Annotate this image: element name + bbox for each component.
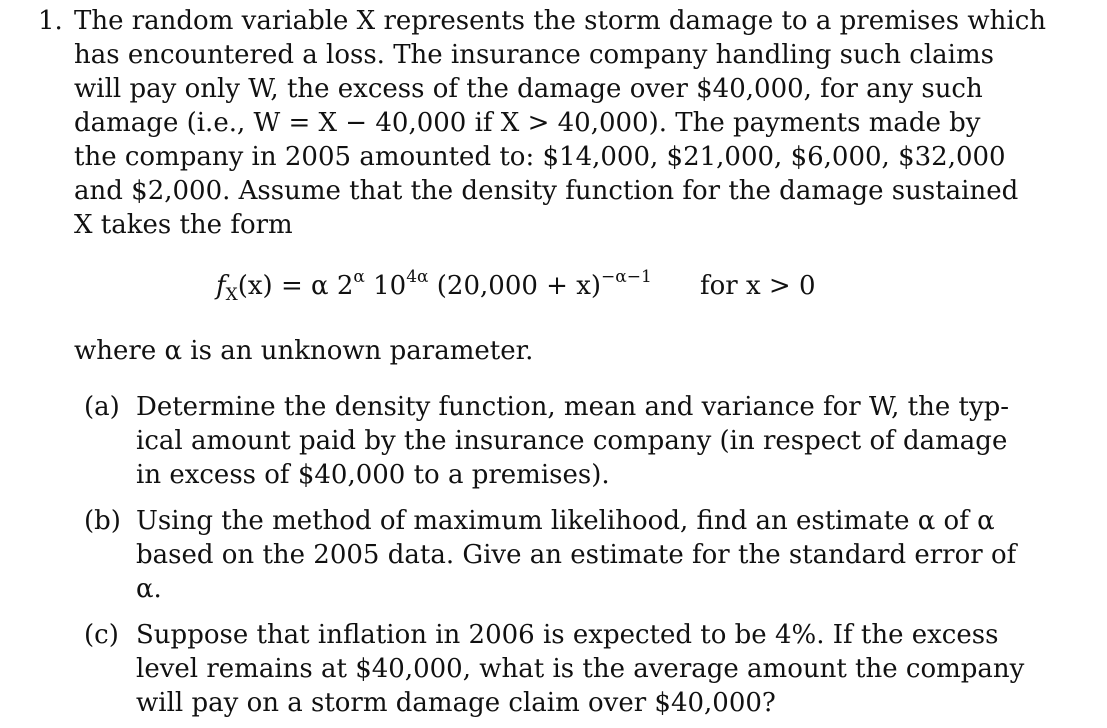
intro-line-1: The random variable X represents the storm damage to a premises which xyxy=(74,6,1047,36)
part-b-label: (b) xyxy=(84,506,121,536)
part-c-line-2: level remains at $40,000, what is the average amount the company xyxy=(136,654,1025,684)
formula-exp-alpha: α xyxy=(353,267,365,287)
part-a-label: (a) xyxy=(84,392,120,422)
intro-line-5: the company in 2005 amounted to: $14,000, $21,000, $6,000, $32,000 xyxy=(74,142,1006,172)
intro-line-6: and $2,000. Assume that the density function for the damage sustained xyxy=(74,176,1019,206)
part-a-line-3: in excess of $40,000 to a premises). xyxy=(136,460,610,490)
part-b-line-3: α. xyxy=(136,574,162,604)
part-c-line-1: Suppose that inflation in 2006 is expected to be 4%. If the excess xyxy=(136,620,999,650)
intro-line-2: has encountered a loss. The insurance company handling such claims xyxy=(74,40,994,70)
question-number: 1. xyxy=(38,6,63,36)
part-b-line-2: based on the 2005 data. Give an estimate for the standard error of xyxy=(136,540,1017,570)
formula-subscript-x: X xyxy=(225,285,238,306)
intro-line-3: will pay only W, the excess of the damage over $40,000, for any such xyxy=(74,74,983,104)
where-line: where α is an unknown parameter. xyxy=(74,336,534,366)
part-c-line-3: will pay on a storm damage claim over $40,000? xyxy=(136,688,776,718)
density-formula xyxy=(216,266,816,315)
formula-ten: 10 xyxy=(364,271,407,301)
intro-line-4: damage (i.e., W = X − 40,000 if X > 40,000). The payments made by xyxy=(74,108,981,138)
formula-f: f xyxy=(216,271,226,301)
part-b-line-1: Using the method of maximum likelihood, find an estimate α of α xyxy=(136,506,995,536)
part-a-line-1: Determine the density function, mean and variance for W, the typ- xyxy=(136,392,1010,422)
intro-line-7: X takes the form xyxy=(74,210,293,240)
formula-exp-4alpha: 4α xyxy=(406,267,429,287)
formula-exp-neg: −α−1 xyxy=(601,267,652,287)
part-a-line-2: ical amount paid by the insurance company (in respect of damage xyxy=(136,426,1008,456)
formula-arg: (x) = α 2 xyxy=(237,271,354,301)
part-c-label: (c) xyxy=(84,620,119,650)
formula-condition: for x > 0 xyxy=(700,271,816,301)
formula-base: (20,000 + x) xyxy=(428,271,602,301)
